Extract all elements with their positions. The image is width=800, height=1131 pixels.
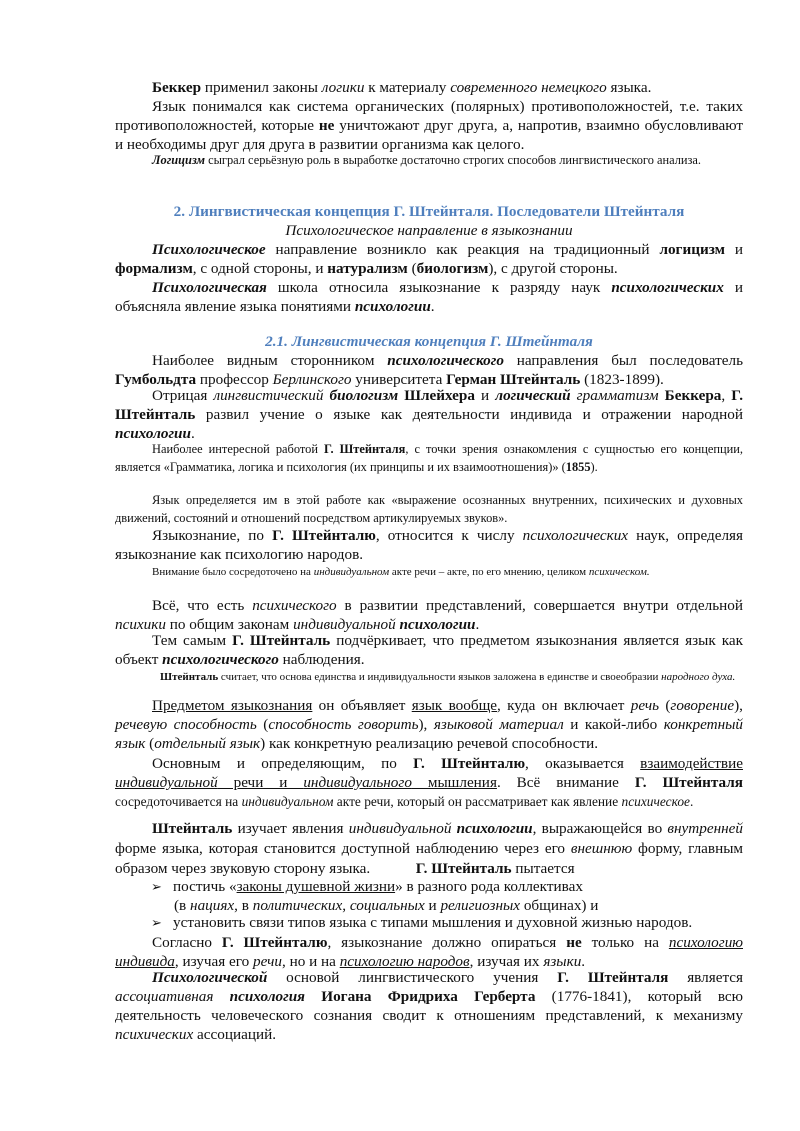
paragraph-studies: Штейнталь изучает явления индивидуальной психологии, выражающейся во внутренней форме языка, которая становится доступной наблюдению через его внешнюю форму, главным образом через звуковую сторону языка. Г. Штейнталь пытается [115, 820, 744, 877]
list-item-continuation: (в нациях, в политических, социальных и религиозных общинах) и [174, 897, 599, 914]
paragraph-everything-psychic: Всё, что есть психического в развитии представлений, совершается внутри отдельной психики по общим законам индивидуальной психологии. [115, 597, 743, 633]
paragraph-bekker: Беккер применил законы логики к материалу современного немецкого языка. [152, 79, 652, 96]
subsection-heading: 2.1. Лингвистическая концепция Г. Штейнталя [265, 333, 593, 350]
list-item: ➢ установить связи типов языка с типами мышления и духовной жизнью народов. [151, 914, 693, 931]
paragraph-logicism: Логицизм сыграл серьёзную роль в выработке достаточно строгих способов лингвистического анализа. [152, 153, 702, 167]
arrow-bullet-icon: ➢ [151, 879, 162, 894]
paragraph-language-system: Язык понимался как система органических (полярных) противоположностей, т.е. таких противоположностей, которые не уничтожают друг друга, а, напротив, взаимно обусловливают и необходимы друг для друга в развитии организма как целого. [115, 98, 743, 153]
term: Беккер [152, 79, 202, 96]
paragraph-herbart: Психологической основой лингвистического учения Г. Штейнталя является ассоциативная психология Иогана Фридриха Герберта (1776-1841), который всю деятельность человеческого сознания сводит к отношениям представлений, к механизму психических ассоциаций. [115, 969, 744, 1043]
paragraph-object-of-study: Тем самым Г. Штейнталь подчёркивает, что предметом языкознания является язык как объект психологического наблюдения. [115, 632, 743, 668]
section-heading: 2. Лингвистическая концепция Г. Штейнталя. Последователи Штейнталя [173, 203, 685, 220]
paragraph-national-spirit: Штейнталь считает, что основа единства и индивидуальности языков заложена в единстве и своеобразии народного духа. [160, 671, 736, 683]
paragraph-linguistics: Языкознание, по Г. Штейнталю, относится к числу психологических наук, определяя языкознание как психологию народов. [115, 527, 743, 563]
paragraph-subject-linguistics: Предметом языкознания он объявляет язык вообще, куда он включает речь (говорение), речевую способность (способность говорить), языковой материал и какой-либо конкретный язык (отдельный язык) как конкретную реализацию речевой способности. [115, 697, 743, 752]
paragraph-steinthal-intro: Наиболее видным сторонником психологического направления был последователь Гумбольдта профессор Берлинского университета Герман Штейнталь (1823-1899). [115, 352, 743, 388]
paragraph-denying: Отрицая лингвистический биологизм Шлейхера и логический грамматизм Беккера, Г. Штейнталь развил учение о языке как деятельности индивида и отражении народной психологии. [115, 387, 743, 442]
section-subheading: Психологическое направление в языкознании [285, 222, 573, 239]
paragraph-main-work: Наиболее интересной работой Г. Штейнталя, с точки зрения ознакомления с сущностью его концепции, является «Грамматика, логика и психология (их принципы и их взаимоотношения)» (1855). [115, 442, 743, 474]
paragraph-psychological-school: Психологическая школа относила языкознание к разряду наук психологических и объясняла явление языка понятиями психологии. [115, 279, 743, 315]
paragraph-according: Согласно Г. Штейнталю, языкознание должно опираться не только на психологию индивида, изучая его речи, но и на психологию народов, изучая их языки. [115, 934, 743, 970]
paragraph-attention: Внимание было сосредоточено на индивидуальном акте речи – акте, по его мнению, целиком психическом. [152, 566, 650, 578]
paragraph-language-definition: Язык определяется им в этой работе как «выражение осознанных внутренних, психических и духовных движений, состояний и отношений посредством артикулируемых звуков». [115, 493, 743, 525]
paragraph-psychological-direction: Психологическое направление возникло как реакция на традиционный логицизм и формализм, с одной стороны, и натурализм (биологизм), с другой стороны. [115, 241, 743, 277]
paragraph-interaction: Основным и определяющим, по Г. Штейнталю, оказывается взаимодействие индивидуальной речи и индивидуального мышления. Всё внимание Г. Штейнталя сосредоточивается на индивидуальном акте речи, который он рассматривает как явление психическое. [115, 755, 743, 809]
list-item: ➢ постичь «законы душевной жизни» в разного рода коллективах [151, 878, 583, 895]
arrow-bullet-icon: ➢ [151, 915, 162, 930]
